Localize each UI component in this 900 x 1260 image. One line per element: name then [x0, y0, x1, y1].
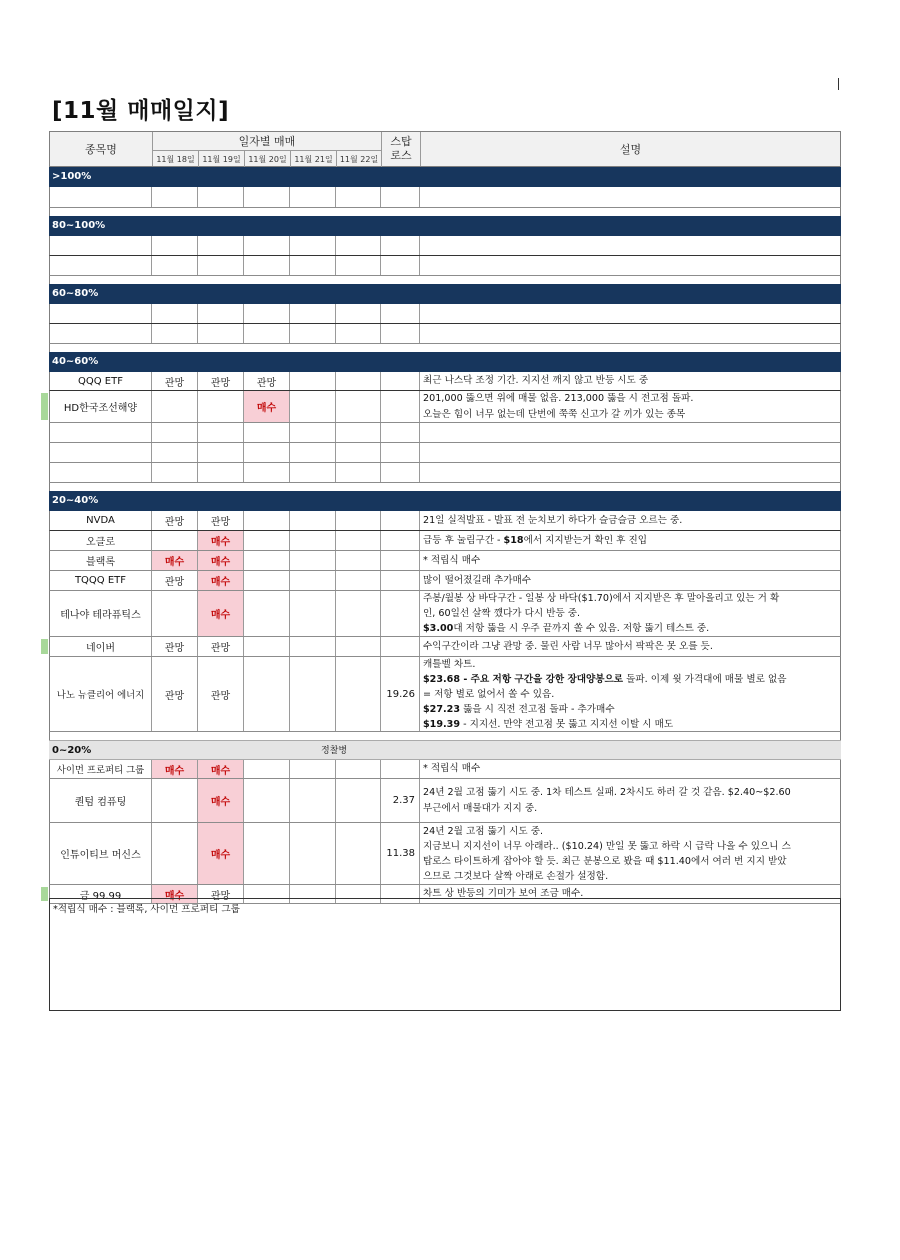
corner-mark	[838, 78, 839, 90]
trade-cell-buy: 매수	[152, 551, 198, 570]
header-stoploss-line2: 로스	[390, 149, 412, 162]
trade-cell-buy: 매수	[244, 391, 290, 422]
trade-cell-buy: 매수	[198, 551, 244, 570]
footnote-box	[49, 898, 841, 1011]
stock-name: QQQ ETF	[50, 372, 152, 390]
stock-name: HD한국조선해양	[50, 391, 152, 422]
table-header	[49, 131, 841, 167]
trade-cell	[290, 372, 336, 390]
trade-cell: 관망	[152, 372, 198, 390]
stoploss-cell: 2.37	[381, 779, 420, 822]
trade-cell-buy: 매수	[198, 760, 244, 778]
header-day: 11월 21일	[291, 150, 337, 168]
table-row	[49, 423, 841, 443]
trade-cell: 관망	[198, 885, 244, 903]
header-day: 11월 18일	[153, 150, 199, 168]
trade-cell: 관망	[198, 511, 244, 530]
header-daily-group: 일자별 매매	[153, 132, 382, 150]
trade-cell	[152, 391, 198, 422]
description-cell: 급등 후 눌림구간 - $18에서 지지받는거 확인 후 진입	[423, 534, 647, 546]
row-flag	[41, 393, 48, 420]
description-cell: 수익구간이라 그냥 관망 중. 물린 사람 너무 많아서 팍팍은 못 오를 듯.	[423, 640, 713, 652]
description-cell: 24년 2월 고점 뚫기 시도 중. 지금보니 지지선이 너무 아래라.. ($10.24) 만일 못 뚫고 하락 시 급락 나올 수 있으니 스 탑로스 타이트하게 잡아야 할 듯. 최근 분봉으로 봤을 때 $11.40에서 여러 번 지지 받았 으므로 그것보다 살짝 아래로 손절가 설정함.	[423, 825, 791, 882]
band-60-80: 60~80%	[49, 284, 841, 304]
trade-cell-buy: 매수	[198, 591, 244, 636]
trade-cell: 관망	[152, 657, 198, 731]
table-row	[49, 256, 841, 276]
trade-cell: 관망	[152, 571, 198, 590]
stoploss-cell	[381, 372, 420, 390]
table-row	[49, 187, 841, 208]
table-row	[49, 236, 841, 256]
description-cell: * 적립식 매수	[423, 554, 481, 566]
description-cell: 21일 실적발표 - 발표 전 눈치보기 하다가 슬금슬금 오르는 중.	[423, 514, 683, 526]
row-flag	[41, 639, 48, 654]
band-0-20	[49, 740, 841, 760]
stoploss-cell: 11.38	[381, 823, 420, 884]
table-row	[49, 511, 841, 531]
trade-cell: 관망	[198, 372, 244, 390]
table-row	[49, 551, 841, 571]
header-stoploss-line1: 스탑	[390, 135, 412, 148]
description-cell: 최근 나스닥 조정 기간. 지지선 깨지 않고 반등 시도 중	[423, 375, 649, 386]
description-cell: 캐틀벨 차트. $23.68 - 주요 저항 구간을 강한 장대양봉으로 돌파. 이제 윗 가격대에 매물 별로 없음 = 저항 별로 없어서 쏠 수 있음. $27.23 뚫을 시 직전 전고점 돌파 - 추가매수 $19.39 - 지지선. 만약 전고점 못 뚫고 지지선 이탈 시 매도	[423, 658, 787, 730]
description-cell: 주봉/월봉 상 바닥구간 - 일봉 상 바닥($1.70)에서 지지받은 후 말아올리고 있는 거 확 인, 60일선 살짝 꺴다가 다시 반등 중. $3.00대 저항 뚫을 시 우주 끝까지 쏠 수 있음. 저항 뚫기 테스트 중.	[423, 593, 780, 634]
trade-cell	[198, 391, 244, 422]
band-80-100: 80~100%	[49, 216, 841, 236]
page-title: [11월 매매일지]	[52, 98, 230, 124]
stock-name: 테나야 테라퓨틱스	[50, 591, 152, 636]
band-0-20-label: 0~20%	[52, 745, 92, 756]
stock-name: 금 99.99	[50, 885, 152, 903]
stock-name: TQQQ ETF	[50, 571, 152, 590]
stoploss-cell: 19.26	[381, 657, 420, 731]
table-row	[49, 443, 841, 463]
trade-cell-buy: 매수	[152, 885, 198, 903]
trade-cell: 관망	[152, 511, 198, 530]
stock-name: 나노 뉴클리어 에너지	[50, 657, 152, 731]
stock-name: 블랙록	[50, 551, 152, 570]
table-row	[49, 571, 841, 591]
stock-name: 인튜이티브 머신스	[50, 823, 152, 884]
trade-cell	[336, 391, 381, 422]
table-row	[49, 391, 841, 423]
header-day: 11월 19일	[199, 150, 245, 168]
trade-cell: 관망	[198, 657, 244, 731]
table-row	[49, 823, 841, 885]
trade-cell-buy: 매수	[198, 779, 244, 822]
row-flag	[41, 887, 48, 901]
trade-cell	[336, 372, 381, 390]
trade-cell: 관망	[198, 637, 244, 656]
description-cell: 차트 상 반등의 기미가 보여 조금 매수.	[423, 888, 584, 899]
header-day: 11월 22일	[337, 150, 382, 168]
table-row	[49, 463, 841, 483]
stock-name: 오클로	[50, 531, 152, 550]
table-row	[49, 372, 841, 391]
description-cell: 많이 떨어졌길래 추가매수	[423, 574, 532, 586]
table-row	[49, 324, 841, 344]
header-name: 종목명	[50, 132, 153, 166]
trade-cell: 관망	[152, 637, 198, 656]
band-0-20-note: 정찰병	[321, 746, 348, 756]
table-row	[49, 637, 841, 657]
stock-name: NVDA	[50, 511, 152, 530]
table-row	[49, 304, 841, 324]
stock-name: 퀀텀 컴퓨팅	[50, 779, 152, 822]
table-row	[49, 779, 841, 823]
description-cell: 201,000 뚫으면 위에 매물 없음. 213,000 뚫을 시 전고점 돌파. 오늘은 힘이 너무 없는데 단번에 쭉쭉 신고가 갈 끼가 있는 종목	[423, 392, 694, 420]
trade-cell-buy: 매수	[198, 571, 244, 590]
description-cell: * 적립식 매수	[423, 763, 481, 774]
trade-cell-buy: 매수	[198, 531, 244, 550]
trade-cell-buy: 매수	[198, 823, 244, 884]
trade-cell: 관망	[244, 372, 290, 390]
table-row	[49, 657, 841, 732]
table-row	[49, 760, 841, 779]
header-desc: 설명	[619, 143, 642, 156]
stock-name: 네이버	[50, 637, 152, 656]
header-stoploss	[382, 132, 421, 166]
trade-cell	[290, 391, 336, 422]
table-row	[49, 591, 841, 637]
band-40-60: 40~60%	[49, 352, 841, 372]
stoploss-cell	[381, 391, 420, 422]
footnote-text: *적립식 매수 : 블랙록, 사이먼 프로퍼티 그룹	[53, 904, 240, 915]
band-20-40: 20~40%	[49, 491, 841, 511]
stock-name: 사이먼 프로퍼티 그룹	[50, 760, 152, 778]
description-cell: 24년 2월 고점 뚫기 시도 중. 1차 테스트 실패. 2차시도 하러 갈 것 같음. $2.40~$2.60 부근에서 매물대가 지지 중.	[423, 786, 791, 814]
table-row	[49, 531, 841, 551]
trade-cell-buy: 매수	[152, 760, 198, 778]
trading-journal-table	[49, 131, 841, 904]
header-day: 11월 20일	[245, 150, 291, 168]
band-over-100: >100%	[49, 167, 841, 187]
